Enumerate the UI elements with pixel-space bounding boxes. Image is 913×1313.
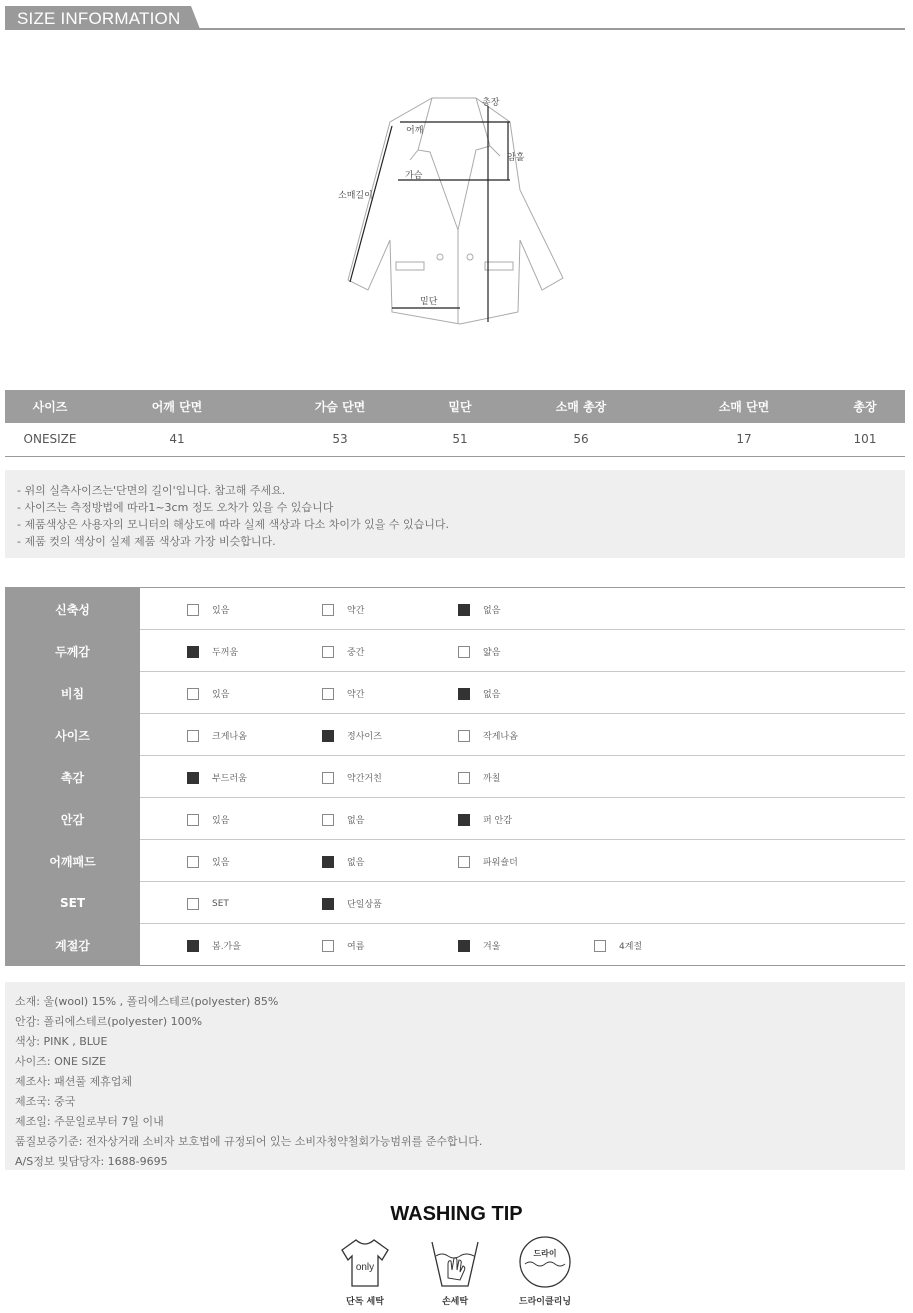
option-label: 있음 bbox=[212, 606, 230, 616]
property-option bbox=[187, 603, 229, 616]
svg-text:드라이: 드라이 bbox=[533, 1249, 557, 1258]
property-label: 비침 bbox=[5, 672, 140, 714]
header-cell: 가슴 단면 bbox=[259, 390, 421, 423]
table-cell: 17 bbox=[663, 423, 825, 456]
label-sleeve-length: 소매길이 bbox=[338, 191, 373, 201]
checked-box-icon bbox=[322, 730, 334, 742]
property-row bbox=[5, 840, 905, 882]
option-label: 없음 bbox=[483, 690, 501, 700]
property-option bbox=[322, 603, 364, 616]
option-label: 부드러움 bbox=[212, 774, 247, 784]
unchecked-box-icon bbox=[322, 646, 334, 658]
checked-box-icon bbox=[322, 856, 334, 868]
svg-text:only: only bbox=[355, 1262, 375, 1273]
header-cell: 밑단 bbox=[421, 390, 499, 423]
property-row bbox=[5, 756, 905, 798]
property-row bbox=[5, 798, 905, 840]
property-label: 두께감 bbox=[5, 630, 140, 672]
unchecked-box-icon bbox=[187, 814, 199, 826]
header-cell: 소매 단면 bbox=[663, 390, 825, 423]
note-line: - 사이즈는 측정방법에 따라1~3cm 정도 오차가 있을 수 있습니다 bbox=[17, 501, 334, 514]
property-label: 어깨패드 bbox=[5, 840, 140, 882]
checked-box-icon bbox=[187, 646, 199, 658]
option-label: 있음 bbox=[212, 816, 230, 826]
wash-item-dry bbox=[505, 1234, 585, 1307]
table-cell: 101 bbox=[825, 423, 905, 456]
info-line: A/S정보 및담당자: 1688-9695 bbox=[15, 1155, 168, 1168]
header-cell: 소매 총장 bbox=[499, 390, 663, 423]
header-cell: 어깨 단면 bbox=[95, 390, 259, 423]
property-option bbox=[322, 771, 382, 784]
option-label: 파워숄더 bbox=[483, 858, 518, 868]
option-label: 있음 bbox=[212, 858, 230, 868]
checked-box-icon bbox=[458, 604, 470, 616]
property-label: 사이즈 bbox=[5, 714, 140, 756]
product-info bbox=[5, 982, 905, 1170]
property-row bbox=[5, 630, 905, 672]
jacket-measurement-diagram bbox=[330, 90, 580, 330]
label-chest: 가슴 bbox=[405, 171, 423, 181]
property-option bbox=[594, 939, 642, 952]
header-cell: 사이즈 bbox=[5, 390, 95, 423]
property-option bbox=[322, 939, 364, 952]
property-option bbox=[458, 771, 500, 784]
table-cell: 41 bbox=[95, 423, 259, 456]
property-option bbox=[187, 645, 238, 658]
property-option bbox=[322, 855, 364, 868]
property-option bbox=[458, 813, 512, 826]
option-label: 까칠 bbox=[483, 774, 501, 784]
info-line: 소재: 울(wool) 15% , 폴리에스테르(polyester) 85% bbox=[15, 995, 279, 1008]
property-label: 안감 bbox=[5, 798, 140, 840]
option-label: 약간 bbox=[347, 690, 365, 700]
property-label: 촉감 bbox=[5, 756, 140, 798]
wash-item-hand bbox=[415, 1234, 495, 1307]
option-label: 두꺼움 bbox=[212, 648, 239, 658]
section-header bbox=[5, 6, 905, 30]
unchecked-box-icon bbox=[322, 604, 334, 616]
option-label: 단일상품 bbox=[347, 900, 382, 910]
wash-label: 드라이클리닝 bbox=[518, 1297, 572, 1307]
info-line: 제조국: 중국 bbox=[15, 1095, 76, 1108]
checked-box-icon bbox=[187, 772, 199, 784]
option-label: 없음 bbox=[347, 816, 365, 826]
label-shoulder: 어깨 bbox=[406, 126, 424, 136]
property-option bbox=[322, 729, 382, 742]
table-cell: ONESIZE bbox=[5, 423, 95, 456]
property-option bbox=[187, 729, 247, 742]
sleeve-line bbox=[350, 126, 392, 282]
label-armhole: 암홀 bbox=[507, 153, 525, 163]
checked-box-icon bbox=[458, 688, 470, 700]
washing-tip-title: WASHING TIP bbox=[390, 1203, 523, 1225]
property-option bbox=[322, 813, 364, 826]
unchecked-box-icon bbox=[458, 646, 470, 658]
unchecked-box-icon bbox=[187, 898, 199, 910]
unchecked-box-icon bbox=[187, 856, 199, 868]
info-line: 안감: 폴리에스테르(polyester) 100% bbox=[15, 1015, 203, 1028]
option-label: 퍼 안감 bbox=[483, 816, 512, 826]
property-option bbox=[187, 813, 229, 826]
option-label: 얇음 bbox=[483, 648, 501, 658]
unchecked-box-icon bbox=[458, 772, 470, 784]
info-line: 제조일: 주문일로부터 7일 이내 bbox=[15, 1115, 164, 1128]
unchecked-box-icon bbox=[187, 688, 199, 700]
property-option bbox=[458, 855, 518, 868]
note-line: - 제품색상은 사용자의 모니터의 해상도에 따라 실제 색상과 다소 차이가 있을 수 있습니다. bbox=[17, 518, 449, 531]
fabric-properties-table bbox=[5, 587, 905, 966]
property-option bbox=[187, 855, 229, 868]
option-label: 정사이즈 bbox=[347, 732, 382, 742]
option-label: 작게나옴 bbox=[483, 732, 518, 742]
property-label: SET bbox=[5, 882, 140, 924]
checked-box-icon bbox=[458, 814, 470, 826]
property-row bbox=[5, 714, 905, 756]
property-label: 계절감 bbox=[5, 924, 140, 966]
jacket-illustration bbox=[330, 90, 580, 330]
option-label: 약간 bbox=[347, 606, 365, 616]
option-label: 여름 bbox=[347, 942, 365, 952]
property-row bbox=[5, 672, 905, 714]
option-label: 중간 bbox=[347, 648, 365, 658]
option-label: 4계절 bbox=[619, 942, 643, 952]
table-cell: 56 bbox=[499, 423, 663, 456]
property-option bbox=[322, 897, 382, 910]
label-length: 총장 bbox=[482, 98, 500, 108]
info-line: 사이즈: ONE SIZE bbox=[15, 1055, 107, 1068]
property-option bbox=[187, 897, 229, 910]
option-label: 없음 bbox=[347, 858, 365, 868]
hand-wash-icon bbox=[428, 1234, 482, 1290]
table-cell: 51 bbox=[421, 423, 499, 456]
option-label: 겨울 bbox=[483, 942, 501, 952]
unchecked-box-icon bbox=[458, 730, 470, 742]
size-table bbox=[5, 390, 905, 457]
wash-label: 손세탁 bbox=[441, 1297, 469, 1307]
property-option bbox=[458, 939, 500, 952]
property-option bbox=[458, 645, 500, 658]
unchecked-box-icon bbox=[322, 940, 334, 952]
checked-box-icon bbox=[322, 898, 334, 910]
info-line: 색상: PINK , BLUE bbox=[15, 1035, 108, 1048]
property-row bbox=[5, 924, 905, 966]
option-label: 없음 bbox=[483, 606, 501, 616]
unchecked-box-icon bbox=[187, 730, 199, 742]
option-label: 크게나옴 bbox=[212, 732, 247, 742]
header-cell: 총장 bbox=[825, 390, 905, 423]
option-label: 약간거친 bbox=[347, 774, 382, 784]
table-row bbox=[5, 423, 905, 456]
property-option bbox=[458, 603, 500, 616]
label-hem: 밑단 bbox=[420, 297, 438, 307]
size-notes bbox=[5, 470, 905, 558]
size-table-header bbox=[5, 390, 905, 423]
property-option bbox=[322, 645, 364, 658]
checked-box-icon bbox=[187, 940, 199, 952]
property-option bbox=[322, 687, 364, 700]
unchecked-box-icon bbox=[322, 688, 334, 700]
dry-clean-icon bbox=[517, 1234, 573, 1290]
info-line: 품질보증기준: 전자상거래 소비자 보호법에 규정되어 있는 소비자청약철회가능범위를 준수합니다. bbox=[15, 1135, 483, 1148]
unchecked-box-icon bbox=[322, 814, 334, 826]
wash-item-solo bbox=[325, 1234, 405, 1307]
option-label: 있음 bbox=[212, 690, 230, 700]
checked-box-icon bbox=[458, 940, 470, 952]
property-label: 신축성 bbox=[5, 588, 140, 630]
unchecked-box-icon bbox=[594, 940, 606, 952]
unchecked-box-icon bbox=[458, 856, 470, 868]
property-option bbox=[187, 687, 229, 700]
option-label: 봄.가을 bbox=[212, 942, 241, 952]
note-line: - 위의 실측사이즈는'단면의 길이'입니다. 참고해 주세요. bbox=[17, 484, 286, 497]
wash-label: 단독 세탁 bbox=[346, 1297, 384, 1307]
unchecked-box-icon bbox=[187, 604, 199, 616]
tshirt-only-icon bbox=[338, 1234, 392, 1290]
note-line: - 제품 컷의 색상이 실제 제품 색상과 가장 비슷합니다. bbox=[17, 535, 276, 548]
property-option bbox=[458, 729, 518, 742]
section-title: SIZE INFORMATION bbox=[17, 9, 181, 28]
info-line: 제조사: 패션풀 제휴업체 bbox=[15, 1075, 132, 1088]
table-cell: 53 bbox=[259, 423, 421, 456]
property-row bbox=[5, 588, 905, 630]
property-option bbox=[458, 687, 500, 700]
property-option bbox=[187, 939, 241, 952]
option-label: SET bbox=[212, 898, 229, 909]
unchecked-box-icon bbox=[322, 772, 334, 784]
property-option bbox=[187, 771, 247, 784]
property-row bbox=[5, 882, 905, 924]
